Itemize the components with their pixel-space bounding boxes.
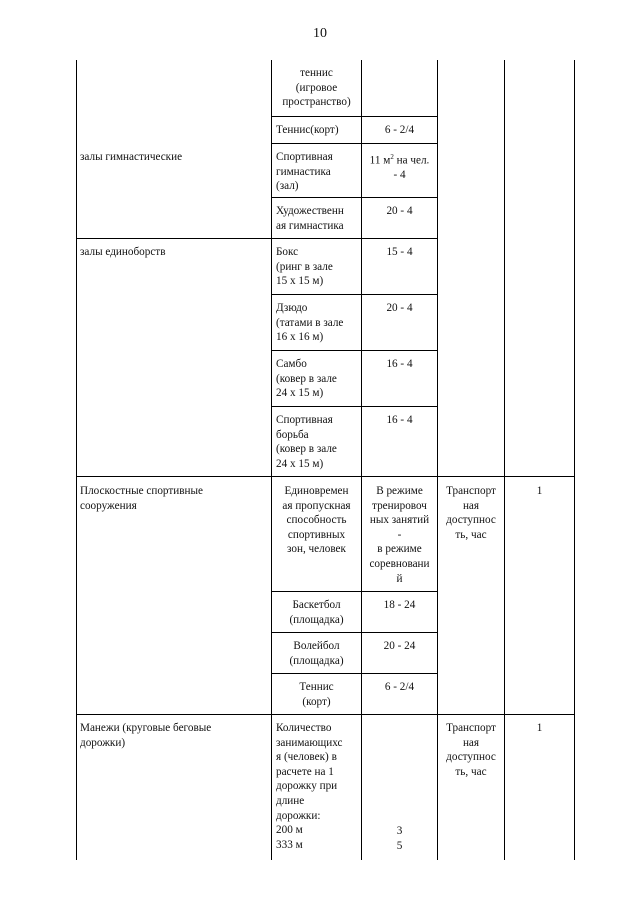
cell-basketball: Баскетбол (площадка) <box>289 599 344 626</box>
cell-boxing: Бокс (ринг в зале 15 х 15 м) <box>276 246 333 288</box>
cell-combat-halls-label: залы единоборств <box>80 246 166 258</box>
cell-modes: В режиме тренировоч ных занятий - в режиме соревновани й <box>369 485 430 585</box>
cell-sambo: Самбо (ковер в зале 24 х 15 м) <box>276 358 337 400</box>
page-number: 10 <box>313 26 327 41</box>
table-border-right <box>574 60 575 860</box>
row-divider <box>271 350 437 351</box>
superscript: 2 <box>390 153 394 161</box>
norm-value-rest: на чел. - 4 <box>393 154 430 182</box>
cell-arenas-transport-value: 1 <box>536 722 543 734</box>
cell-wrestling: Спортивная борьба (ковер в зале 24 х 15 м) <box>276 414 337 470</box>
cell-tennis-space: теннис (игровое пространство) <box>282 67 351 109</box>
row-divider <box>271 143 437 144</box>
cell-arenas-transport: Транспорт ная доступнос ть, час <box>446 722 496 778</box>
cell-gym-halls-label: залы гимнастические <box>80 151 183 163</box>
row-divider <box>271 591 437 592</box>
table-border-left <box>76 60 77 860</box>
cell-judo: Дзюдо (татами в зале 16 х 16 м) <box>276 302 344 344</box>
cell-gymnastics: Спортивная гимнастика (зал) <box>276 151 333 193</box>
cell-tennis-2-norm: 6 - 2/4 <box>384 681 415 693</box>
cell-tennis-2: Теннис (корт) <box>299 681 334 708</box>
cell-arenas-label: Манежи (круговые беговые дорожки) <box>80 722 212 749</box>
cell-boxing-norm: 15 - 4 <box>386 246 413 258</box>
row-divider <box>271 294 437 295</box>
row-divider <box>271 406 437 407</box>
column-divider-4 <box>504 60 505 860</box>
cell-rhythmic: Художественн ая гимнастика <box>276 205 344 232</box>
cell-sambo-norm: 16 - 4 <box>386 358 413 370</box>
cell-participants-values: 3 5 <box>396 825 403 852</box>
row-divider <box>271 632 437 633</box>
cell-wrestling-norm: 16 - 4 <box>386 414 413 426</box>
row-divider <box>271 116 437 117</box>
cell-judo-norm: 20 - 4 <box>386 302 413 314</box>
row-divider <box>76 238 437 239</box>
cell-tennis-court-norm: 6 - 2/4 <box>384 124 415 136</box>
cell-capacity: Единовремен ая пропускная способность спортивных зон, человек <box>282 485 351 556</box>
cell-volleyball-norm: 20 - 24 <box>383 640 416 652</box>
row-divider <box>271 197 437 198</box>
cell-basketball-norm: 18 - 24 <box>383 599 416 611</box>
row-divider <box>76 476 574 477</box>
row-divider <box>271 673 437 674</box>
cell-volleyball: Волейбол (площадка) <box>289 640 344 667</box>
row-divider <box>76 714 574 715</box>
cell-rhythmic-norm: 20 - 4 <box>386 205 413 217</box>
cell-gymnastics-norm <box>362 150 437 183</box>
norm-value: 11 м <box>369 154 391 167</box>
cell-transport-value: 1 <box>536 485 543 497</box>
cell-flat-facilities-label: Плоскостные спортивные сооружения <box>80 485 203 512</box>
cell-tennis-court: Теннис(корт) <box>276 124 339 136</box>
cell-participants: Количество занимающихс я (человек) в расчете на 1 дорожку при длине дорожки: 200 м 333 м <box>276 722 343 851</box>
column-divider-1 <box>271 60 272 860</box>
cell-transport-access: Транспорт ная доступнос ть, час <box>446 485 496 541</box>
